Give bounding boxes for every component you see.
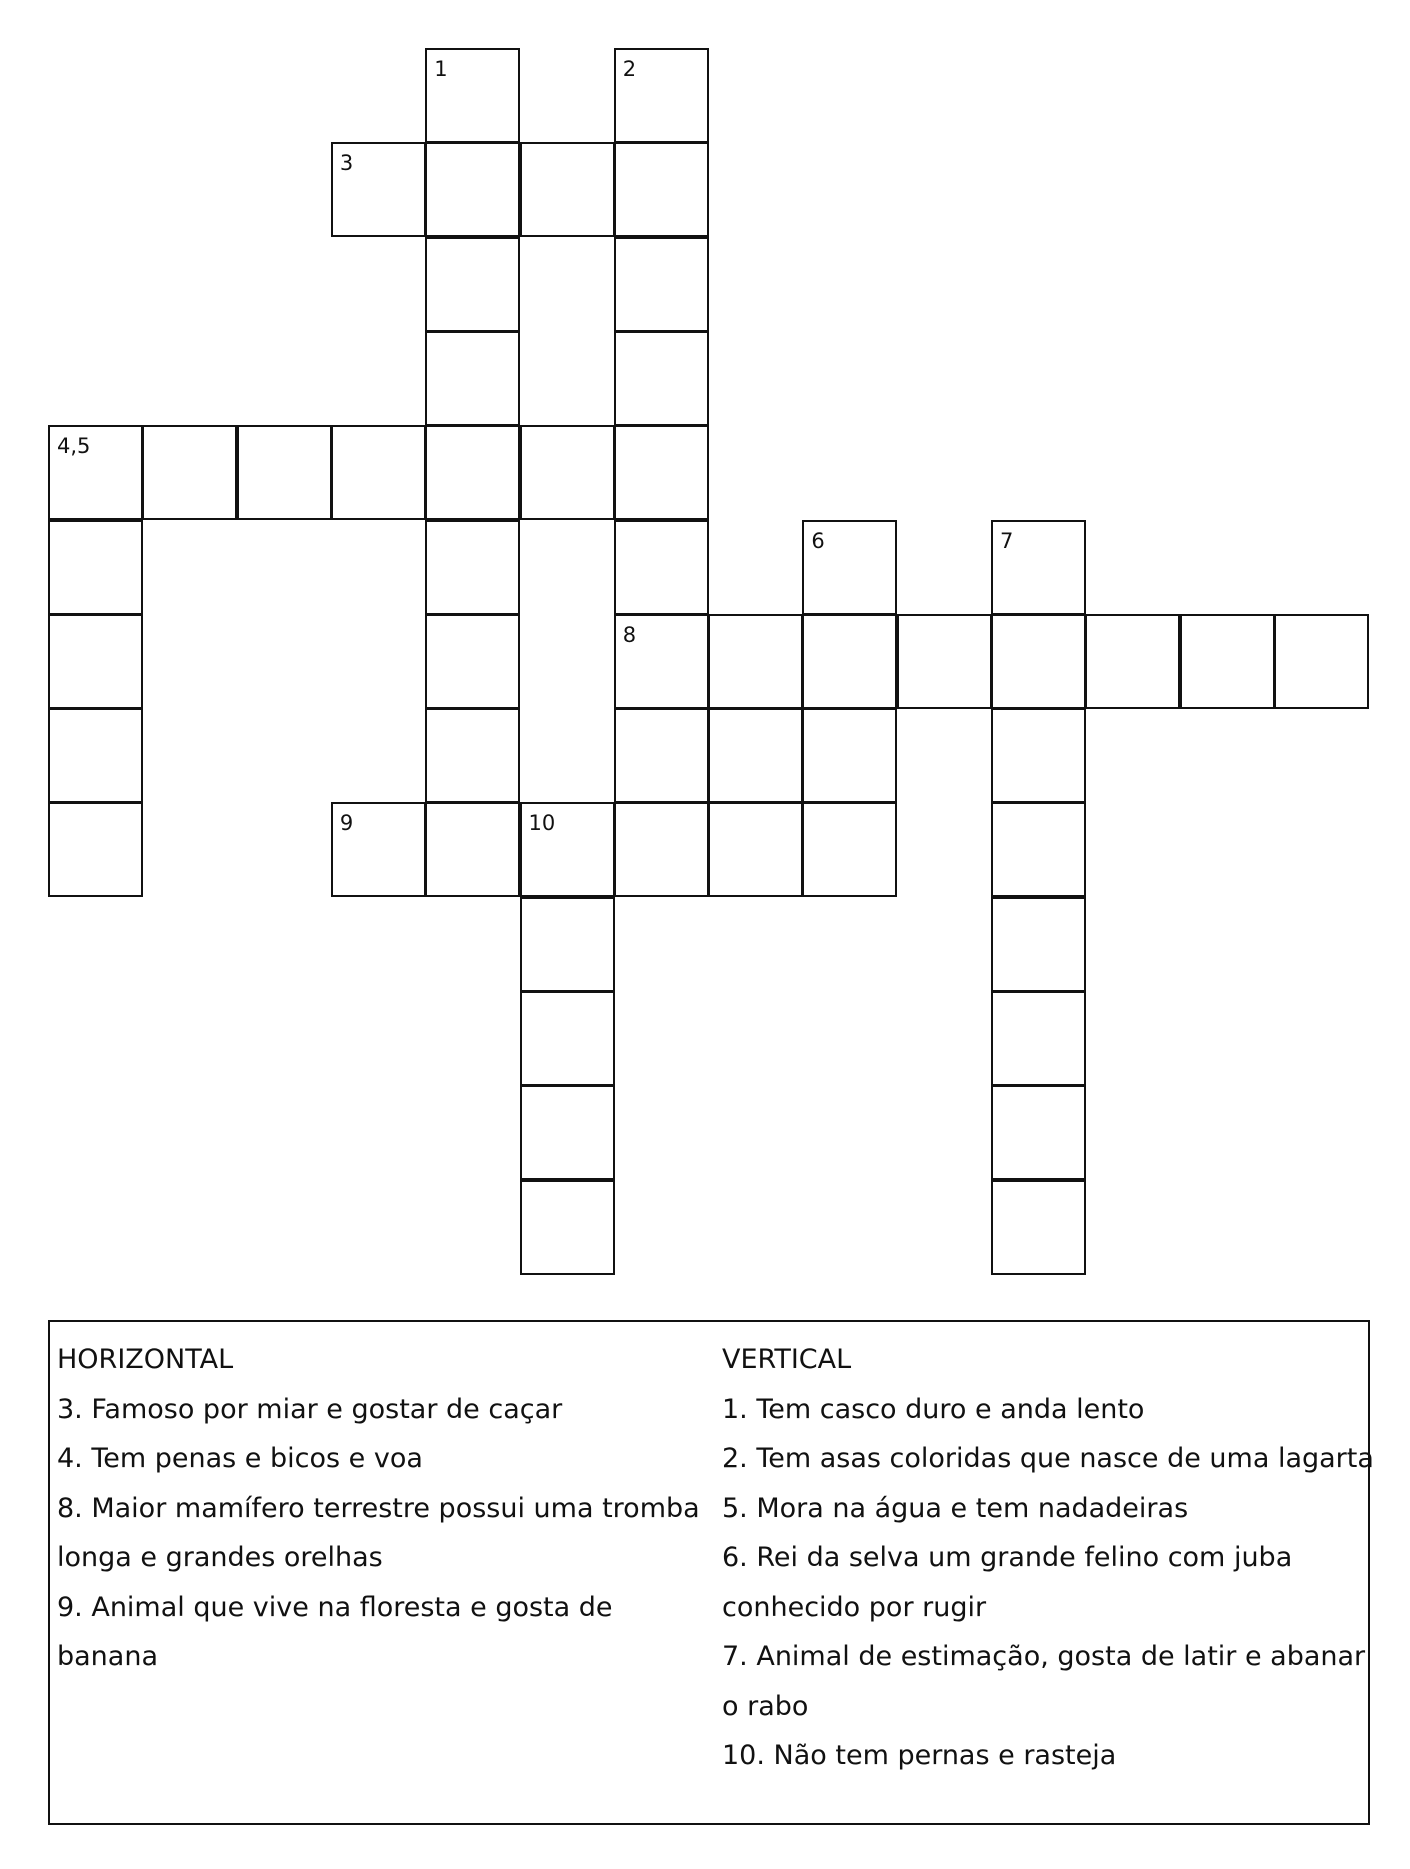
grid-cell[interactable]: [48, 802, 143, 897]
grid-cell[interactable]: [991, 991, 1086, 1086]
grid-cell[interactable]: [48, 708, 143, 803]
clue-line: 8. Maior mamífero terrestre possui uma tromba: [57, 1492, 700, 1524]
grid-cell[interactable]: [237, 425, 332, 520]
grid-cell[interactable]: [1180, 614, 1275, 709]
clue-line: conhecido por rugir: [722, 1591, 987, 1623]
grid-cell[interactable]: [48, 614, 143, 709]
grid-cell[interactable]: [142, 425, 237, 520]
grid-cell[interactable]: [1085, 614, 1180, 709]
grid-cell[interactable]: [991, 897, 1086, 992]
clue-line: o rabo: [722, 1690, 809, 1722]
grid-cell[interactable]: [48, 425, 143, 520]
vertical-heading: VERTICAL: [722, 1344, 852, 1375]
grid-cell[interactable]: [425, 142, 520, 237]
grid-cell[interactable]: [425, 48, 520, 143]
grid-cell[interactable]: [48, 520, 143, 615]
grid-cell[interactable]: [991, 802, 1086, 897]
grid-cell[interactable]: [614, 802, 709, 897]
grid-cell[interactable]: [991, 614, 1086, 709]
grid-cell[interactable]: [520, 1180, 615, 1275]
grid-cell[interactable]: [425, 425, 520, 520]
grid-cell[interactable]: [614, 614, 709, 709]
vertical-clues: [722, 1340, 1372, 1786]
clue-number: 10: [528, 811, 556, 836]
clue-line: 7. Animal de estimação, gosta de latir e abanar: [722, 1641, 1366, 1672]
grid-cell[interactable]: [708, 614, 803, 709]
clue-line: 4. Tem penas e bicos e voa: [57, 1443, 423, 1474]
grid-cell[interactable]: [425, 614, 520, 709]
grid-cell[interactable]: [520, 897, 615, 992]
clue-number: 8: [622, 622, 637, 647]
grid-cell[interactable]: [520, 1085, 615, 1180]
grid-cell[interactable]: [331, 142, 426, 237]
grid-cell[interactable]: [708, 802, 803, 897]
clue-number: 2: [622, 57, 637, 81]
clue-line: 9. Animal que vive na floresta e gosta de: [57, 1591, 613, 1623]
clue-line: 10. Não tem pernas e rasteja: [722, 1740, 1117, 1771]
grid-cell[interactable]: [425, 331, 520, 426]
grid-cell[interactable]: [614, 520, 709, 615]
grid-cell[interactable]: [520, 142, 615, 237]
grid-cell[interactable]: [991, 708, 1086, 803]
grid-cell[interactable]: [425, 237, 520, 332]
clue-number: 6: [811, 528, 825, 553]
grid-cell[interactable]: [425, 708, 520, 803]
horizontal-clues: [57, 1340, 707, 1687]
clue-line: 6. Rei da selva um grande felino com juba: [722, 1542, 1293, 1573]
grid-cell[interactable]: [520, 802, 615, 897]
grid-cell[interactable]: [708, 708, 803, 803]
clue-number: 1: [434, 57, 448, 81]
grid-cell[interactable]: [614, 237, 709, 332]
grid-cell[interactable]: [614, 425, 709, 520]
clue-number: 7: [1000, 528, 1014, 553]
grid-cell[interactable]: [1274, 614, 1369, 709]
grid-cell[interactable]: [520, 425, 615, 520]
clue-line: 3. Famoso por miar e gostar de caçar: [57, 1393, 563, 1425]
grid-cell[interactable]: [802, 614, 897, 709]
grid-cell[interactable]: [802, 708, 897, 803]
clue-line: banana: [57, 1641, 158, 1672]
grid-cell[interactable]: [614, 331, 709, 426]
grid-cell[interactable]: [802, 802, 897, 897]
grid-cell[interactable]: [802, 520, 897, 615]
clue-line: 2. Tem asas coloridas que nasce de uma lagarta: [722, 1443, 1374, 1474]
clue-number: 4,5: [57, 434, 91, 459]
clue-line: longa e grandes orelhas: [57, 1542, 383, 1573]
grid-cell[interactable]: [614, 708, 709, 803]
grid-cell[interactable]: [991, 1085, 1086, 1180]
clue-line: 1. Tem casco duro e anda lento: [722, 1393, 1145, 1425]
clue-number: 9: [339, 811, 354, 836]
grid-cell[interactable]: [614, 142, 709, 237]
grid-cell[interactable]: [614, 48, 709, 143]
grid-cell[interactable]: [991, 1180, 1086, 1275]
clues-box: [48, 1320, 1374, 1825]
clue-line: 5. Mora na água e tem nadadeiras: [722, 1492, 1189, 1524]
clue-number: 3: [339, 151, 354, 176]
grid-cell[interactable]: [897, 614, 992, 709]
grid-cell[interactable]: [991, 520, 1086, 615]
grid-cell[interactable]: [331, 802, 426, 897]
grid-cell[interactable]: [425, 802, 520, 897]
grid-cell[interactable]: [331, 425, 426, 520]
horizontal-heading: HORIZONTAL: [57, 1344, 234, 1375]
grid-cell[interactable]: [520, 991, 615, 1086]
grid-cell[interactable]: [425, 520, 520, 615]
